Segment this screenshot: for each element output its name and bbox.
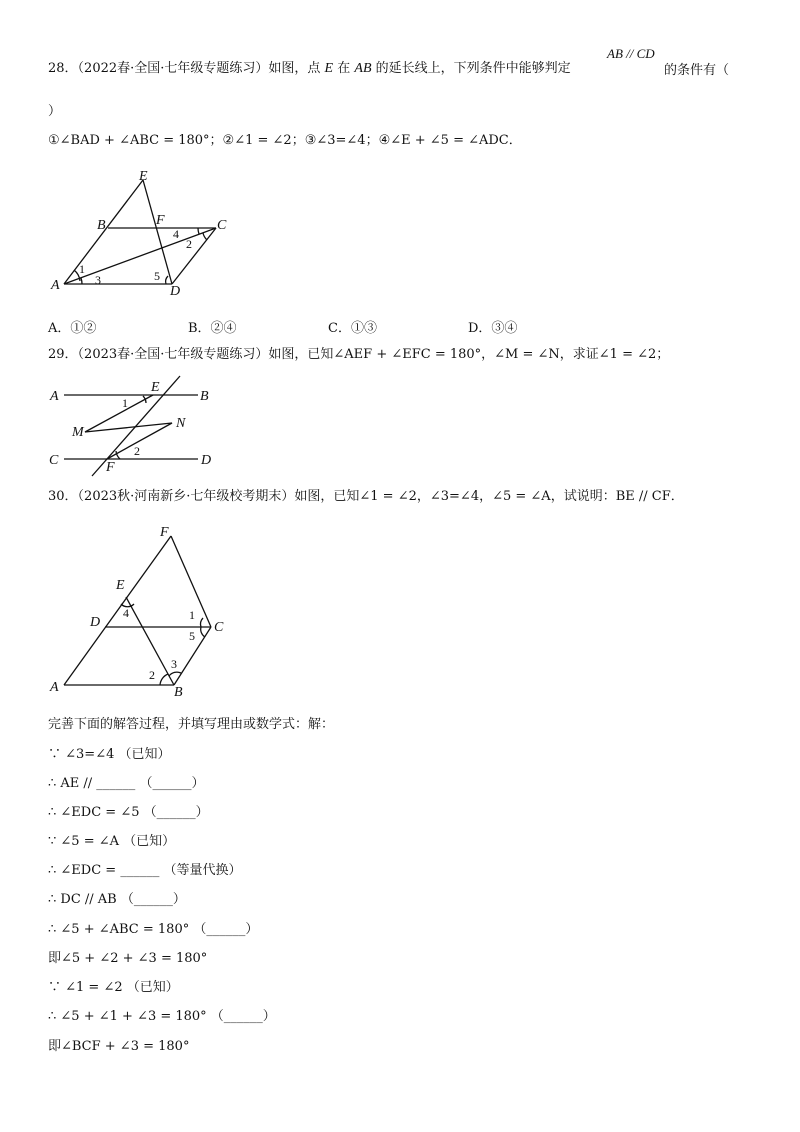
q28-label-e: E <box>139 169 148 184</box>
q30-step-9: ∵ ∠1 = ∠2 （已知） <box>48 980 179 995</box>
q30-label-2: 2 <box>149 668 155 682</box>
q30-angle-arc-2 <box>160 674 168 685</box>
q28-stem-close: ） <box>48 104 62 119</box>
q28-label-3: 3 <box>95 273 101 287</box>
q29-label-e: E <box>151 380 160 395</box>
q30-step-3[interactable]: ∴ ∠EDC = ∠5 （______） <box>48 805 209 820</box>
q30-label-e: E <box>116 578 125 593</box>
q29-stem: 29．（2023春·全国·七年级专题练习）如图，已知∠AEF + ∠EFC = 180°，∠M = ∠N，求证∠1 = ∠2； <box>48 347 670 362</box>
q29-label-a: A <box>50 389 59 404</box>
q30-label-d: D <box>90 615 101 630</box>
q30-label-4: 4 <box>123 606 129 620</box>
q29-label-d: D <box>201 453 212 468</box>
q30-label-b: B <box>174 685 183 700</box>
q28-label-c: C <box>217 218 227 233</box>
q30-label-f: F <box>160 525 169 540</box>
q30-label-3: 3 <box>171 657 177 671</box>
q28-label-f: F <box>156 213 165 228</box>
q29-label-c: C <box>49 453 59 468</box>
q30-step-2[interactable]: ∴ AE // ______ （______） <box>48 776 205 791</box>
q30-step-11: 即∠BCF + ∠3 = 180° <box>48 1039 190 1054</box>
q28-label-2: 2 <box>186 237 192 251</box>
q28-option-c[interactable]: C．①③ <box>328 321 377 336</box>
q30-angle-arc-1 <box>201 618 203 627</box>
q29-label-b: B <box>200 389 209 404</box>
q30-label-c: C <box>214 620 224 635</box>
q28-label-b: B <box>97 218 106 233</box>
q28-label-5: 5 <box>154 269 160 283</box>
q28-parallel-notation: AB // CD <box>607 46 655 61</box>
q30-stem: 30．（2023秋·河南新乡·七年级校考期末）如图，已知∠1 = ∠2，∠3=∠4，∠5 = ∠A，试说明：BE // CF． <box>48 489 684 504</box>
q28-label-d: D <box>170 284 181 299</box>
q28-stem: 28．（2022春·全国·七年级专题练习）如图，点 E 在 AB 的延长线上，下列条件中能够判定 <box>48 61 571 76</box>
q30-step-6[interactable]: ∴ DC // AB （______） <box>48 892 186 907</box>
q30-label-5: 5 <box>189 629 195 643</box>
q30-step-1: ∵ ∠3=∠4 （已知） <box>48 747 171 762</box>
q30-angle-arc-5 <box>201 627 205 637</box>
q30-label-a: A <box>50 680 59 695</box>
q30-segment-af <box>64 536 171 685</box>
q29-label-f: F <box>106 460 115 475</box>
q28-option-d[interactable]: D．③④ <box>468 321 518 336</box>
q30-prompt: 完善下面的解答过程，并填写理由或数学式：解： <box>48 717 335 732</box>
q30-label-1: 1 <box>189 608 195 622</box>
q28-label-1: 1 <box>79 262 85 276</box>
q30-step-5[interactable]: ∴ ∠EDC = ______ （等量代换） <box>48 863 242 878</box>
q28-label-4: 4 <box>173 227 179 241</box>
q30-step-8: 即∠5 + ∠2 + ∠3 = 180° <box>48 951 208 966</box>
q28-label-a: A <box>51 278 60 293</box>
q28-stem-tail: 的条件有（ <box>664 63 730 78</box>
q28-option-a[interactable]: A．①② <box>48 321 97 336</box>
q29-label-2: 2 <box>134 444 140 458</box>
q30-angle-arc-3 <box>169 672 181 676</box>
q29-label-n: N <box>176 416 186 431</box>
q30-step-10[interactable]: ∴ ∠5 + ∠1 + ∠3 = 180° （______） <box>48 1009 276 1024</box>
q28-option-b[interactable]: B．②④ <box>188 321 237 336</box>
q30-step-4: ∵ ∠5 = ∠A （已知） <box>48 834 176 849</box>
q30-step-7[interactable]: ∴ ∠5 + ∠ABC = 180° （______） <box>48 922 259 937</box>
q29-label-m: M <box>72 425 84 440</box>
q29-label-1: 1 <box>122 396 128 410</box>
q28-conditions: ①∠BAD + ∠ABC = 180°；②∠1 = ∠2；③∠3=∠4；④∠E + ∠5 = ∠ADC． <box>48 133 522 148</box>
